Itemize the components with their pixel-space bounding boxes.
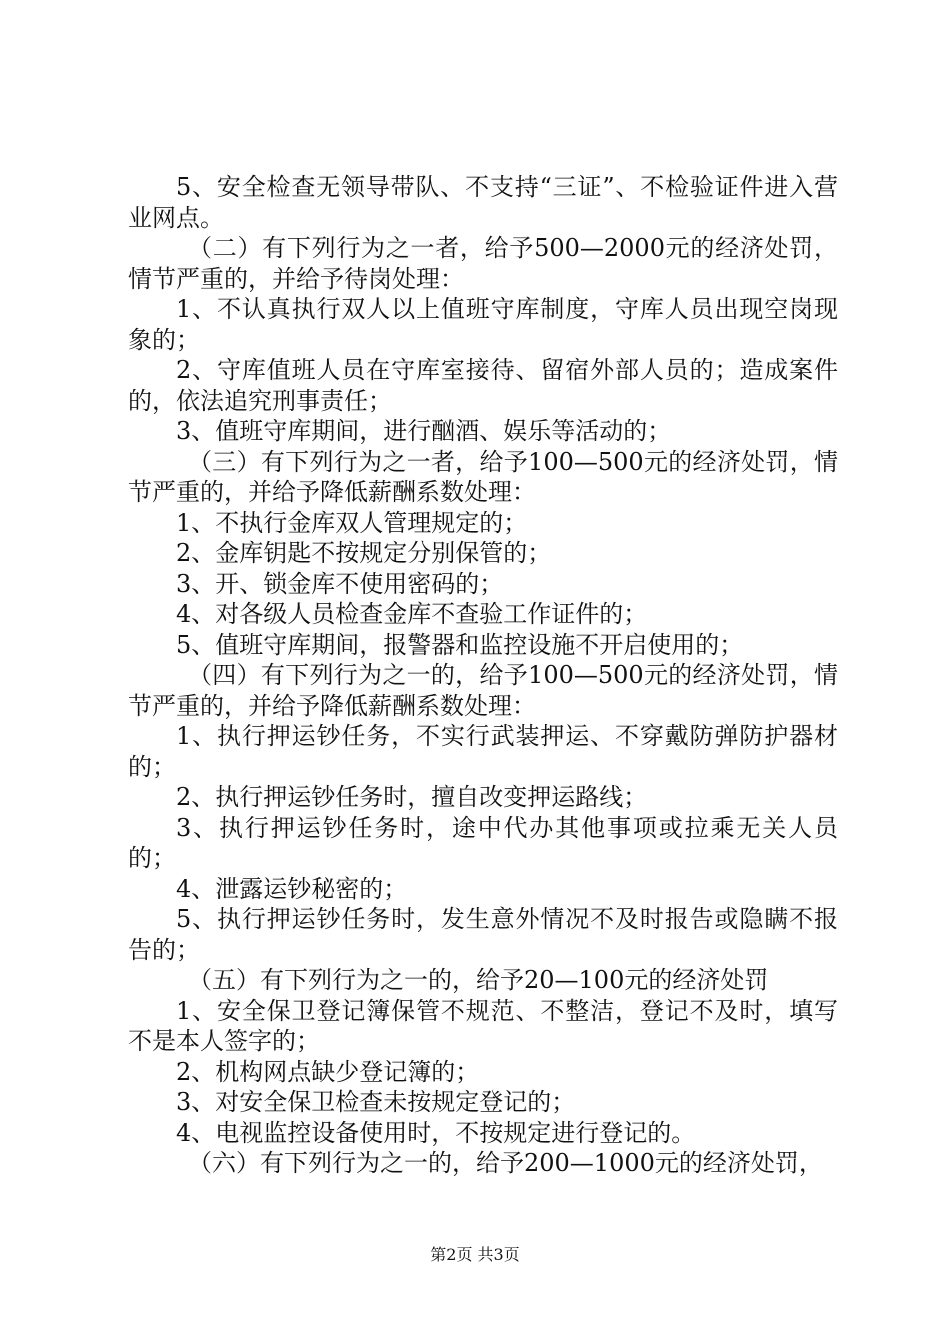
paragraph-item: 2、守库值班人员在守库室接待、留宿外部人员的；造成案件的，依法追究刑事责任； bbox=[128, 356, 838, 415]
paragraph-item: 3、执行押运钞任务时，途中代办其他事项或拉乘无关人员的； bbox=[128, 813, 838, 872]
page-number-footer: 第2页 共3页 bbox=[430, 1245, 520, 1264]
paragraph-item: 2、执行押运钞任务时，擅自改变押运路线； bbox=[176, 783, 648, 811]
paragraph-item: 4、对各级人员检查金库不查验工作证件的； bbox=[176, 600, 648, 628]
section-heading: （六）有下列行为之一的，给予200—1000元的经济处罚， bbox=[188, 1149, 823, 1177]
paragraph-item: 4、泄露运钞秘密的； bbox=[176, 874, 408, 903]
paragraph-item: 1、不执行金库双人管理规定的； bbox=[176, 508, 528, 537]
section-heading: （三）有下列行为之一者，给予100—500元的经济处罚，情节严重的，并给予降低薪酬系数处理： bbox=[128, 447, 838, 506]
paragraph-item: 2、机构网点缺少登记簿的； bbox=[176, 1057, 480, 1086]
paragraph-item: 1、执行押运钞任务，不实行武装押运、不穿戴防弹防护器材的； bbox=[128, 722, 838, 781]
paragraph-item: 2、金库钥匙不按规定分别保管的； bbox=[176, 539, 552, 567]
paragraph-item: 5、安全检查无领导带队、不支持“三证”、不检验证件进入营业网点。 bbox=[128, 173, 838, 232]
document-body bbox=[128, 172, 838, 1179]
paragraph-item: 3、开、锁金库不使用密码的； bbox=[176, 569, 504, 598]
paragraph-item: 3、对安全保卫检查未按规定登记的； bbox=[176, 1088, 576, 1116]
paragraph-item: 1、安全保卫登记簿保管不规范、不整洁，登记不及时，填写不是本人签字的； bbox=[128, 996, 838, 1055]
paragraph-item: 1、不认真执行双人以上值班守库制度，守库人员出现空岗现象的； bbox=[128, 295, 838, 354]
paragraph-item: 4、电视监控设备使用时，不按规定进行登记的。 bbox=[176, 1118, 696, 1147]
section-heading: （四）有下列行为之一的，给予100—500元的经济处罚，情节严重的，并给予降低薪酬系数处理： bbox=[128, 661, 838, 720]
section-heading: （二）有下列行为之一者，给予500—2000元的经济处罚，情节严重的，并给予待岗处理： bbox=[128, 234, 838, 293]
paragraph-item: 5、值班守库期间，报警器和监控设施不开启使用的； bbox=[176, 630, 744, 659]
section-heading: （五）有下列行为之一的，给予20—100元的经济处罚 bbox=[188, 966, 769, 994]
paragraph-item: 3、值班守库期间，进行酗酒、娱乐等活动的； bbox=[176, 417, 672, 445]
paragraph-item: 5、执行押运钞任务时，发生意外情况不及时报告或隐瞒不报告的； bbox=[128, 905, 838, 964]
